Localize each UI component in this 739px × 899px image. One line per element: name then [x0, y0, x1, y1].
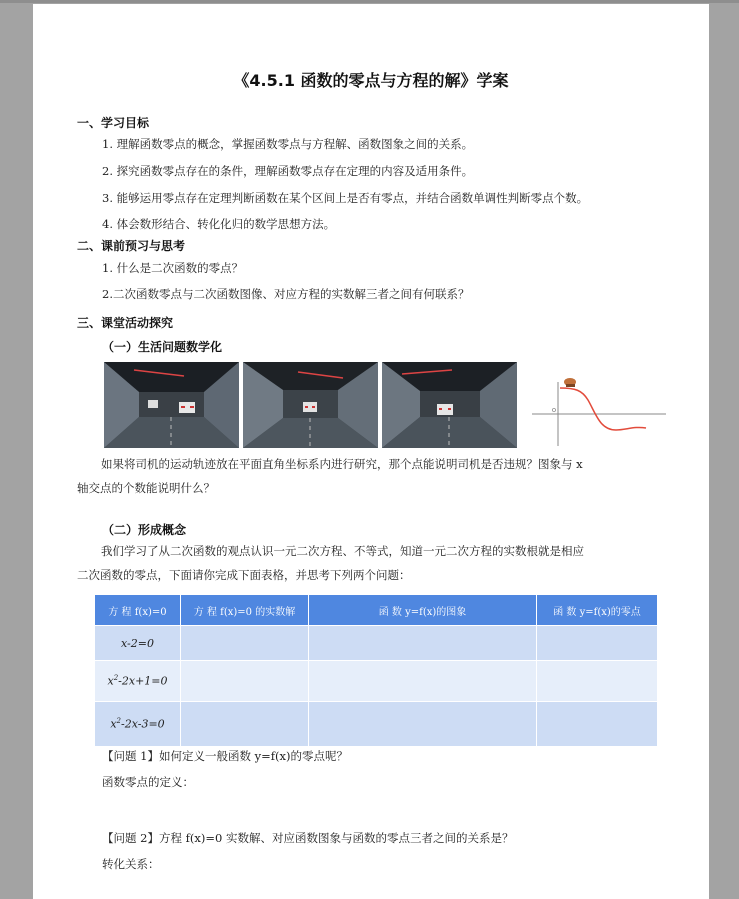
section-heading-activity: 三、课堂活动探究	[77, 316, 174, 330]
subsection-heading-concept: （二）形成概念	[102, 523, 187, 537]
goal-item: 2. 探究函数零点存在的条件，理解函数零点存在定理的内容及适用条件。	[102, 164, 474, 178]
question-1: 【问题 1】如何定义一般函数 y=f(x)的零点呢？	[102, 749, 348, 763]
trajectory-curve	[560, 388, 646, 430]
answer-cell[interactable]	[537, 702, 658, 747]
paragraph-concept: 我们学习了从二次函数的观点认识一元二次方程、不等式，知道一元二次方程的实数根就是相应 二次函数的零点，下面请你完成下面表格，并思考下列两个问题：	[77, 544, 584, 582]
table-header-cell: 函 数 y=f(x)的图象	[309, 595, 537, 626]
equation-cell: x-2=0	[95, 626, 181, 661]
viewer-top-bar	[0, 0, 739, 3]
answer-cell[interactable]	[309, 661, 537, 702]
answer-cell[interactable]	[181, 626, 309, 661]
preview-item: 2.二次函数零点与二次函数图像、对应方程的实数解三者之间有何联系？	[102, 287, 470, 301]
table-row	[95, 661, 658, 702]
table-row	[95, 702, 658, 747]
answer-cell[interactable]	[309, 626, 537, 661]
question-2-followup: 转化关系：	[102, 857, 160, 871]
answer-cell[interactable]	[181, 702, 309, 747]
origin-label: O	[552, 408, 556, 414]
answer-cell[interactable]	[181, 661, 309, 702]
subsection-heading-life-problem: （一）生活问题数学化	[102, 340, 223, 354]
goal-item: 1. 理解函数零点的概念，掌握函数零点与方程解、函数图象之间的关系。	[102, 137, 474, 151]
table-header-cell: 方 程 f(x)=0	[95, 595, 181, 626]
table-header-row	[95, 595, 658, 626]
tunnel-photo-3	[382, 362, 517, 448]
equation-cell: $x^2-2x-3=0$	[95, 702, 181, 747]
answer-cell[interactable]	[537, 661, 658, 702]
table-header-cell: 函 数 y=f(x)的零点	[537, 595, 658, 626]
paragraph-trajectory: 如果将司机的运动轨迹放在平面直角坐标系内进行研究，那个点能说明司机是否违规？图象与 x 轴交点的个数能说明什么？	[77, 457, 583, 495]
answer-cell[interactable]	[309, 702, 537, 747]
page-title: 《4.5.1 函数的零点与方程的解》学案	[233, 71, 509, 90]
goal-item: 3. 能够运用零点存在定理判断函数在某个区间上是否有零点，并结合函数单调性判断零点个数。	[102, 191, 589, 205]
preview-item: 1. 什么是二次函数的零点？	[102, 261, 244, 275]
table-row	[95, 626, 658, 661]
question-1-followup: 函数零点的定义：	[102, 775, 194, 789]
tunnel-photo-2	[243, 362, 378, 448]
table-header-cell: 方 程 f(x)=0 的实数解	[181, 595, 309, 626]
section-heading-goals: 一、学习目标	[77, 116, 150, 130]
question-2: 【问题 2】方程 f(x)=0 实数解、对应函数图象与函数的零点三者之间的关系是？	[102, 831, 514, 845]
tunnel-photo-1	[104, 362, 239, 448]
trajectory-graph	[530, 368, 670, 448]
equation-cell: $x^2-2x+1=0$	[95, 661, 181, 702]
goal-item: 4. 体会数形结合、转化化归的数学思想方法。	[102, 217, 336, 231]
zero-point-table	[94, 594, 658, 747]
document-page	[33, 4, 709, 899]
answer-cell[interactable]	[537, 626, 658, 661]
section-heading-preview: 二、课前预习与思考	[77, 239, 186, 253]
